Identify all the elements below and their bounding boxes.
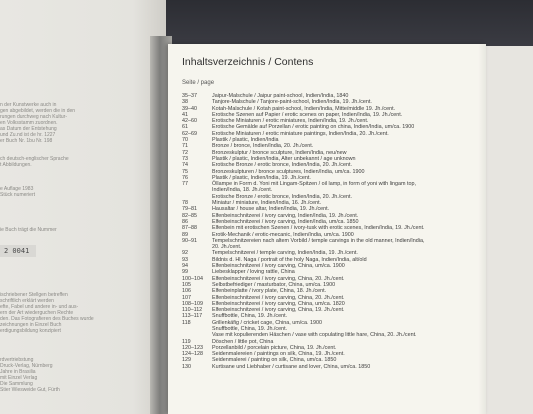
toc-entry-text: Döschen / little pot, China (212, 338, 274, 345)
column-header: Seite / page (182, 80, 215, 86)
left-page-line: efte, Fabel und andere in- und aus- (0, 304, 79, 310)
left-page-line: schriftlich erklärt werden (0, 298, 54, 304)
toc-page-number: 99 (182, 269, 188, 276)
toc-entry-text: Erotische Bronze / erotic bronce, Indien/India, 20. Jh./cent. (212, 193, 352, 200)
toc-page-number: 35–37 (182, 93, 197, 99)
toc-page-number: 129 (182, 357, 191, 364)
toc-page-number: 78 (182, 200, 188, 207)
toc-entry-text: Bildnis d. Hl. Naga / portrait of the holy Naga, Indien/India, alt/old (212, 256, 367, 263)
toc-entry-text: Erotische Bronze / erotic bronce, Indien/India, 20. Jh./cent. (212, 162, 352, 169)
toc-page-number: 120–123 (182, 344, 203, 351)
toc-entry-text: Erotische Miniaturen / erotic miniature paintings, Indien/India, 20. Jh./cent. (212, 130, 389, 137)
left-page-line: t Abbildungen. (0, 162, 32, 168)
toc-entry-text: Öllampe in Form d. Yoni mit Lingam-Spitzen / oil lamp, in form of yoni with lingam top, (212, 181, 417, 188)
toc-page-number: 93 (182, 256, 188, 263)
toc-entry-text: Kotah-Malschule / Kotah paint-school, Indien/India, Mitte/middle 19. Jh./cent. (212, 105, 396, 112)
toc-page-number: 86 (182, 218, 188, 225)
left-page-line: zeichnungen in Einzel Buch (0, 322, 62, 328)
toc-page-number: 62–69 (182, 130, 197, 137)
left-page-line: er Buch Nr. 1bu Nr. 198 (0, 138, 53, 144)
left-page-line: gen abgebildet, werden die in den (0, 108, 76, 114)
toc-page-number: 105 (182, 281, 191, 288)
toc-page-number: 73 (182, 155, 188, 162)
left-page-line: Stier Wiesweide Gut, Fürth (0, 387, 60, 393)
left-page-line: erdigungsbildung konzipiert (0, 328, 61, 334)
toc-page-number: 107 (182, 294, 191, 301)
dark-background (150, 0, 533, 46)
toc-entry-text: Hausaltar / house altar, Indien/India, 19. Jh./cent. (212, 206, 330, 213)
toc-page-number: 70 (182, 137, 188, 144)
toc-page-number: 79–81 (182, 206, 197, 213)
left-page-line: as Datum der Entstehung (0, 126, 57, 132)
toc-page-number: 89 (182, 231, 188, 238)
toc-entry-text: Plastik / plastic, Indien/India, Alter unbekannt / age unknown (212, 155, 356, 162)
left-page-line: ch deutsch-englischer Sprache (0, 156, 69, 162)
left-page-line: en Volksstamm zuordnen. (0, 120, 58, 126)
toc-entry-text: Erotik-Mechanik / erotic-mecanic, Indien/India, um/ca. 1900 (212, 231, 354, 238)
toc-page-number: 87–88 (182, 225, 197, 232)
toc-entry-text: Snuffbottle, China, 19. Jh./cent. (212, 313, 288, 320)
toc-page-number: 106 (182, 288, 191, 295)
left-page-line: Stück numeriert (0, 192, 36, 198)
toc-page (168, 44, 486, 414)
left-page-line: ischriebener Stellgen betreffen (0, 292, 68, 298)
toc-page-number: 119 (182, 338, 191, 345)
toc-page-number: 38 (182, 99, 188, 106)
toc-page-number: 92 (182, 250, 188, 257)
toc-page-number: 76 (182, 174, 188, 181)
toc-entry-text: Tempelschnitzereien nach altem Vorbild / temple carvings in the old manner, Indien/India, (212, 237, 425, 244)
toc-page-number: 39–40 (182, 105, 197, 112)
toc-entry-text: Bronzeskulptur / bronce sculpture, Indien/India, neu/new (212, 149, 347, 156)
toc-entry-text: Jaipur-Malschule / Jaipur paint-school, Indien/India, 1840 (212, 93, 349, 99)
toc-page-number: 42–60 (182, 118, 197, 125)
toc-entry-text: Elfenbeinschnitzerei / ivory carving, China, 19. Jh./cent. (212, 307, 345, 314)
toc-entry-text: 20. Jh./cent. (212, 244, 242, 251)
toc-entry-text: Bronze / bronce, Indien/India, 20. Jh./cent. (212, 143, 314, 150)
toc-entry-text: Liebesklapper / loving rattle, China (212, 269, 295, 276)
toc-entry-text: Snuffbottle, China, 19. Jh./cent. (212, 325, 288, 332)
toc-page-number: 108–109 (182, 300, 203, 307)
toc-entry-text: Plastik / plastic, Indien/India (212, 137, 279, 144)
toc-entry-text: Indien/India, 18. Jh./cent. (212, 187, 273, 194)
toc-entry-text: Selbstbefriediger / masturbator, China, um/ca. 1900 (212, 281, 336, 288)
toc-entry-text: Elfenbein mit erotischen Szenen / ivory-tusk with erotic scenes, Indien/India, 19. Jh./cent. (212, 225, 425, 232)
toc-page-number: 71 (182, 143, 188, 150)
toc-page-number: 74 (182, 162, 188, 169)
toc-page-number: 110–112 (182, 307, 203, 314)
toc-list (182, 93, 424, 370)
toc-entry-text: Elfenbeinschnitzerei / ivory carving, Indien/India, 19. Jh./cent. (212, 212, 359, 219)
toc-page-number: 118 (182, 319, 191, 326)
toc-entry-text: Elfenbeinplatte / ivory plate, China, 18. Jh./cent. (212, 288, 327, 295)
left-page-line: Jahre in Brasilia (0, 369, 36, 375)
left-page-line: n der Kunstwerke auch in (0, 102, 57, 108)
left-page (0, 0, 166, 414)
left-page-line: e Auflage 1983 (0, 186, 34, 192)
toc-entry-text: Elfenbeinschnitzerei / ivory carving, China, um/ca. 1900 (212, 263, 345, 270)
left-page-line: Die Sammlung (0, 381, 33, 387)
toc-entry-text: Erotische Szenen auf Papier / erotic scenes on paper, Indien/India, 19. Jh./cent. (212, 111, 403, 118)
left-page-line: mit Einzel Verlag (0, 375, 38, 381)
toc-page-number: 41 (182, 111, 188, 118)
toc-entry-text: Elfenbeinschnitzerei / ivory carving, China, 20. Jh./cent. (212, 294, 345, 301)
left-page-line: ie Buch trägt die Nummer (0, 227, 57, 233)
toc-page-number: 124–128 (182, 351, 203, 358)
toc-page-number: 82–85 (182, 212, 197, 219)
toc-entry-text: Elfenbeinschnitzerei / ivory carving, China, um/ca. 1820 (212, 300, 345, 307)
toc-page-number: 100–104 (182, 275, 203, 282)
toc-entry-text: Miniatur / miniature, Indien/India, 16. Jh./cent. (212, 200, 322, 207)
toc-entry-text: Elfenbeinschnitzerei / ivory carving, Indien/India, um/ca. 1850 (212, 218, 359, 225)
toc-page-number: 113–117 (182, 313, 203, 320)
edition-number-stamp: 2 0041 (0, 245, 36, 257)
toc-entry-text: Erotische Gemälde auf Porzellan / erotic painting on china, Indien/India, um/ca. 1900 (212, 124, 415, 131)
toc-entry-text: Plastik / plastic, Indien/India, 19. Jh./cent. (212, 174, 311, 181)
toc-entry-text: Tempelschnitzerei / temple carving, Indien/India, 19. Jh./cent. (212, 250, 358, 257)
toc-entry-text: Porzellanbild / porcelain picture, China, 19. Jh./cent. (212, 344, 337, 351)
left-page-line: rungen durchweg nach Kultur- (0, 114, 67, 120)
toc-entry-text: Vase mit kopulierenden Häschen / vase with copulating little hare, China, 20. Jh./cent. (212, 332, 417, 339)
toc-entry-text: Tanjore-Malschule / Tanjore-paint-school, Indien/India, 19. Jh./cent. (212, 99, 372, 106)
toc-entry-text: Kurtisane und Liebhaber / curtisane and lover, China, um/ca. 1850 (212, 363, 371, 370)
toc-entry (182, 364, 424, 370)
toc-page-number: 90–91 (182, 237, 197, 244)
toc-page-number: 77 (182, 181, 188, 188)
toc-entry-text: Grillenkäfig / cricket cage, China, um/ca. 1900 (212, 319, 322, 326)
toc-page-number: 72 (182, 149, 188, 156)
left-page-line: und Zu.nd ist de hr. 1227 (0, 132, 56, 138)
toc-entry-text: Erotische Miniaturen / erotic miniatures, Indien/India, 19. Jh./cent. (212, 118, 369, 125)
page-title: Inhaltsverzeichnis / Contens (182, 56, 314, 68)
toc-page-number: 75 (182, 168, 188, 175)
left-page-line: ern der Art wiederguchen Rechte (0, 310, 74, 316)
toc-entry-text: Seidenmalerei / painting on silk, China, um/ca. 1850 (212, 357, 337, 364)
left-page-line: rdvertriebstung (0, 357, 34, 363)
toc-entry-text: Seidenmalereien / paintings on silk, China, 19. Jh./cent. (212, 351, 345, 358)
toc-page-number: 61 (182, 124, 188, 131)
left-page-line: Druck-Verlag, Nürnberg (0, 363, 53, 369)
toc-page-number: 130 (182, 363, 191, 370)
toc-page-number: 94 (182, 263, 188, 270)
left-page-line: den. Das Fotografieren des Buches wurde (0, 316, 94, 322)
toc-entry-text: Elfenbeinschnitzerei / ivory carving, China, 20. Jh./cent. (212, 275, 345, 282)
toc-entry-text: Bronzeskulpturen / bronce sculptures, Indien/India, um/ca. 1900 (212, 168, 365, 175)
